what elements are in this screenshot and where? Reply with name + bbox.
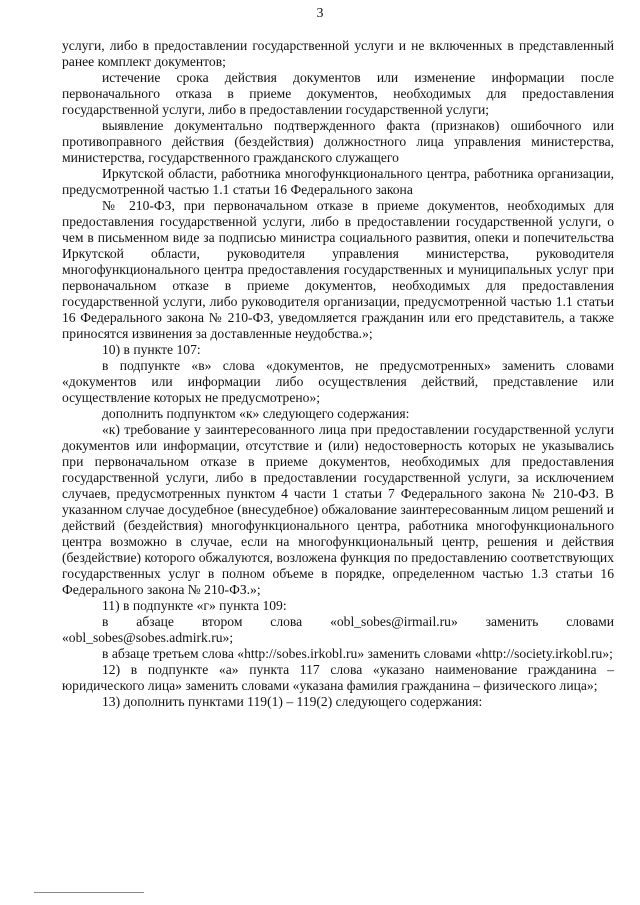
- paragraph-5: № 210-ФЗ, при первоначальном отказе в приеме документов, необходимых для предоставления государственной услуги, либо в предоставлении государственной услуги, о чем в письменном виде за подписью министра социального развития, опеки и попечительства Иркутской области, руководителя управления министерства, руководителя многофункционального центра предоставления государственных и муниципальных услуг при первоначальном отказе в приеме документов, необходимых для предоставления государственной услуги, либо руководителя организации, предусмотренной частью 1.1 статьи 16 Федерального закона № 210-ФЗ, уведомляется гражданин или его представитель, а также приносятся извинения за доставленные неудобства.»;: [62, 198, 614, 341]
- paragraph-7: в подпункте «в» слова «документов, не предусмотренных» заменить словами «документов или информации либо осуществления действий, представление или осуществление которых не предусмотрено»;: [62, 358, 614, 405]
- paragraph-14: 13) дополнить пунктами 119(1) – 119(2) следующего содержания:: [102, 694, 483, 709]
- paragraph-2: истечение срока действия документов или изменение информации после первоначального отказа в приеме документов, необходимых для предоставления государственной услуги, либо в предоставлении государственной услуги;: [62, 70, 614, 117]
- page-number: 3: [316, 6, 324, 21]
- footnote-separator: [34, 892, 144, 893]
- paragraph-12: в абзаце третьем слова «http://sobes.irkobl.ru» заменить словами «http://society.irkobl.ru»;: [102, 646, 613, 661]
- paragraph-13: 12) в подпункте «а» пункта 117 слова «указано наименование гражданина – юридического лица» заменить словами «указана фамилия гражданина – физического лица»;: [62, 662, 614, 693]
- paragraph-8: дополнить подпунктом «к» следующего содержания:: [102, 406, 410, 421]
- paragraph-9: «к) требование у заинтересованного лица при предоставлении государственной услуги документов или информации, отсутствие и (или) недостоверность которых не указывались при первоначальном отказе в приеме документов, необходимых для предоставления государственной услуги, либо в предоставлении государственной услуги, за исключением случаев, предусмотренных пунктом 4 части 1 статьи 7 Федерального закона № 210-ФЗ. В указанном случае досудебное (внесудебное) обжалование заинтересованным лицом решений и действий (бездействия) многофункционального центра, работника многофункционального центра возможно в случае, если на многофункциональный центр, решения и действия (бездействие) которого обжалуются, возложена функция по предоставлению соответствующих государственных услуг в полном объеме в порядке, определенном частью 1.3 статьи 16 Федерального закона № 210-ФЗ.»;: [62, 422, 614, 597]
- paragraph-1: услуги, либо в предоставлении государственной услуги и не включенных в представленный ранее комплект документов;: [62, 38, 614, 69]
- paragraph-3: выявление документально подтвержденного факта (признаков) ошибочного или противоправного действия (бездействия) должностного лица управления министерства, министерства, государственного гражданского служащего: [62, 118, 614, 165]
- paragraph-11: в абзаце втором слова «obl_sobes@irmail.ru» заменить словами «obl_sobes@sobes.admirk.ru»;: [62, 614, 614, 645]
- paragraph-6: 10) в пункте 107:: [102, 342, 201, 357]
- paragraph-4: Иркутской области, работника многофункционального центра, работника организации, предусмотренной частью 1.1 статьи 16 Федерального закона: [62, 166, 614, 197]
- paragraph-10: 11) в подпункте «г» пункта 109:: [102, 598, 287, 613]
- document-body: [62, 38, 614, 710]
